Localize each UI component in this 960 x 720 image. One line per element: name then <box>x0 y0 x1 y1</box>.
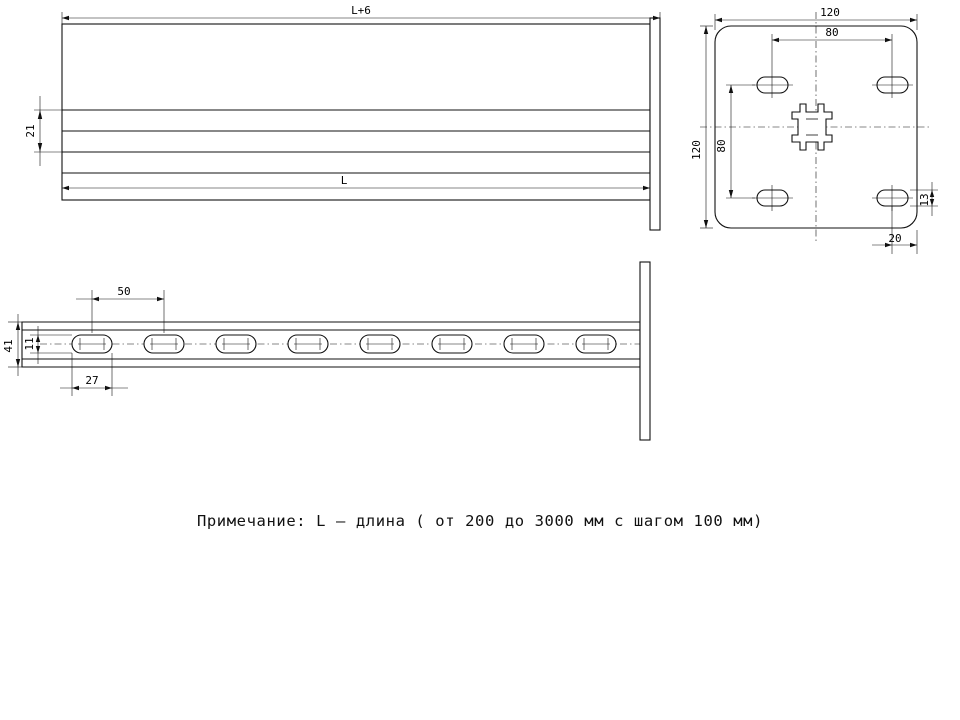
top-plan-view <box>2 262 650 440</box>
dim-50: 50 <box>117 285 131 298</box>
dim-21: 21 <box>24 124 37 138</box>
dim-11: 11 <box>23 337 36 351</box>
dim-plate-height-120: 120 <box>690 140 703 160</box>
dim-hole-spacing-vertical-80: 80 <box>715 139 728 153</box>
side-elevation-view <box>24 4 660 230</box>
dim-27: 27 <box>85 374 99 387</box>
dim-13: 13 <box>918 193 931 207</box>
base-plate-front-view <box>690 6 938 254</box>
dim-l-plus-6: L+6 <box>351 4 371 17</box>
note-text: Примечание: L – длина ( от 200 до 3000 мм с шагом 100 мм) <box>196 512 764 530</box>
dim-l: L <box>340 174 348 187</box>
dim-hole-spacing-80: 80 <box>825 26 839 39</box>
dim-plate-width-120: 120 <box>820 6 840 19</box>
dim-20: 20 <box>888 232 902 245</box>
dim-41: 41 <box>2 339 15 353</box>
